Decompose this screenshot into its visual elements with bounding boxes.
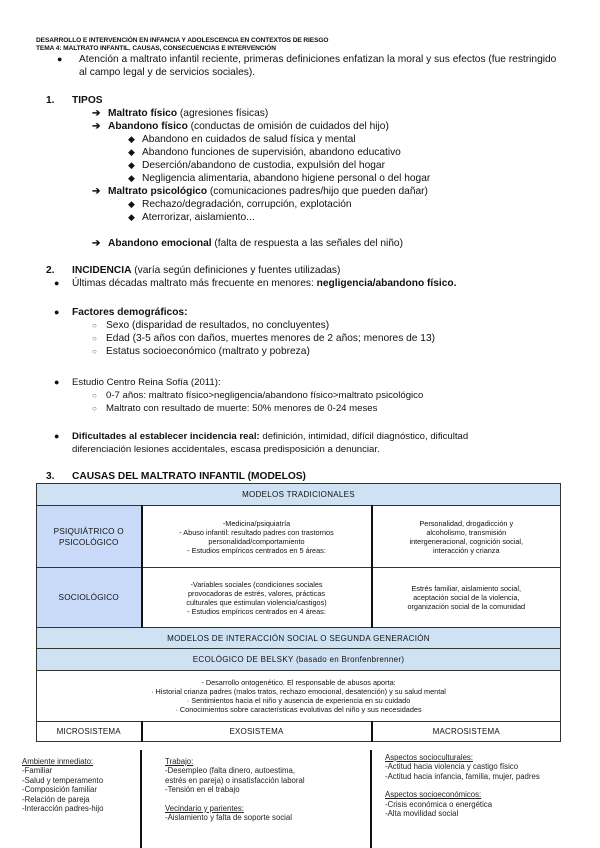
factor-item: ○ Edad (3-5 años con daños, muertes menores de 2 años; menores de 13) <box>92 333 436 344</box>
bullet-icon: ● <box>54 307 60 317</box>
bullet-icon: ● <box>54 377 60 387</box>
column-divider <box>370 750 372 848</box>
arrow-icon: ➔ <box>92 108 101 119</box>
diamond-icon: ◆ <box>128 199 135 209</box>
micro-heading: Ambiente inmediato: <box>22 757 94 766</box>
sub-item: ◆ Negligencia alimentaria, abandono higiene personal o del hogar <box>128 173 431 184</box>
intro-paragraph <box>57 53 562 79</box>
socioculturales-heading: Aspectos socioculturales: <box>385 753 473 762</box>
section-title: TIPOS <box>72 95 103 106</box>
vecindario-heading: Vecindario y parientes: <box>165 803 244 813</box>
psiquiatrico-middle: -Medicina/psiquiatría - Abuso infantil: resultado padres con trastornos personalidad/comportamiento - Estudios empíricos centrados en 5 áreas: <box>142 506 372 568</box>
tipo-item: ➔ Maltrato físico (agresiones físicas) <box>92 108 269 119</box>
dificultades-line: ● Dificultades al establecer incidencia real: definición, intimidad, difícil diagnóstico, dificultad <box>54 431 469 442</box>
bullet-icon: ● <box>54 431 60 441</box>
exosistema-body: Trabajo: -Desempleo (falta dinero, autoestima, estrés en pareja) o insatisfacción laboral -Tensión en el trabajo Vecindario y parientes: -Aislamiento y falta de soporte social <box>165 757 305 823</box>
incidencia-decadas: ● Últimas décadas maltrato más frecuente en menores: negligencia/abandono físico. <box>54 278 457 289</box>
sociologico-right: Estrés familiar, aislamiento social, aceptación social de la violencia, organización social de la comunidad <box>372 568 561 628</box>
circle-bullet-icon: ○ <box>92 334 97 343</box>
belsky-header: ECOLÓGICO DE BELSKY (basado en Bronfenbrenner) <box>37 649 561 671</box>
tipo-item: ➔ Maltrato psicológico (comunicaciones padres/hijo que pueden dañar) <box>92 186 428 197</box>
section-number: 1. <box>46 95 55 106</box>
factores-heading: ● Factores demográficos: <box>54 307 188 318</box>
estudio-item: ○ Maltrato con resultado de muerte: 50% menores de 0-24 meses <box>92 403 378 414</box>
arrow-icon: ➔ <box>92 186 101 197</box>
sub-item: ◆ Abandono funciones de supervisión, abandono educativo <box>128 147 401 158</box>
bullet-icon: ● <box>57 54 63 64</box>
sub-item: ◆ Aterrorizar, aislamiento... <box>128 212 255 223</box>
tipo-item: ➔ Abandono físico (conductas de omisión de cuidados del hijo) <box>92 121 389 132</box>
sociologico-middle: -Variables sociales (condiciones sociales provocadoras de estrés, valores, prácticas culturales que estimulan violencia/castigos) - Estudios empíricos centrados en 4 áreas: <box>142 568 372 628</box>
interaccion-header: MODELOS DE INTERACCIÓN SOCIAL O SEGUNDA GENERACIÓN <box>37 628 561 649</box>
circle-bullet-icon: ○ <box>92 391 97 400</box>
psiquiatrico-label: PSIQUIÁTRICO O PSICOLÓGICO <box>37 506 142 568</box>
sub-item: ◆ Deserción/abandono de custodia, expulsión del hogar <box>128 160 385 171</box>
factor-item: ○ Estatus socioeconómico (maltrato y pobreza) <box>92 346 310 357</box>
macrosistema-body: Aspectos socioculturales: -Actitud hacia violencia y castigo físico -Actitud hacia infancia, familia, mujer, padres Aspectos socioeconómicos: -Crisis económica o energética -Alta movilidad social <box>385 753 540 819</box>
sociologico-label: SOCIOLÓGICO <box>37 568 142 628</box>
page-header <box>36 37 576 53</box>
sub-item: ◆ Abandono en cuidados de salud física y mental <box>128 134 356 145</box>
models-table <box>36 483 561 742</box>
psiquiatrico-right: Personalidad, drogadicción y alcoholismo, transmisión intergeneracional, cognición social, interacción y crianza <box>372 506 561 568</box>
sub-item: ◆ Rechazo/degradación, corrupción, explotación <box>128 199 352 210</box>
circle-bullet-icon: ○ <box>92 347 97 356</box>
diamond-icon: ◆ <box>128 173 135 183</box>
circle-bullet-icon: ○ <box>92 321 97 330</box>
socioeconomicos-heading: Aspectos socioeconómicos: <box>385 790 482 800</box>
microsistema-body: Ambiente inmediato: -Familiar -Salud y temperamento -Composición familiar -Relación de pareja -Interacción padres-hijo <box>22 757 104 814</box>
estudio-heading: ● Estudio Centro Reina Sofía (2011): <box>54 377 221 388</box>
tradicionales-header: MODELOS TRADICIONALES <box>37 484 561 506</box>
diamond-icon: ◆ <box>128 134 135 144</box>
macrosistema-header: MACROSISTEMA <box>372 722 561 742</box>
diamond-icon: ◆ <box>128 147 135 157</box>
microsistema-header: MICROSISTEMA <box>37 722 142 742</box>
course-title: DESARROLLO E INTERVENCIÓN EN INFANCIA Y ADOLESCENCIA EN CONTEXTOS DE RIESGO <box>36 37 329 44</box>
trabajo-heading: Trabajo: <box>165 757 194 766</box>
exosistema-header: EXOSISTEMA <box>142 722 372 742</box>
circle-bullet-icon: ○ <box>92 404 97 413</box>
dificultades-line-2: diferenciación lesiones accidentales, escasa predisposición a denunciar. <box>72 444 380 455</box>
intro-text: Atención a maltrato infantil reciente, primeras definiciones enfatizan la moral y sus efectos (fue restringido al campo legal y de servicios sociales). <box>79 54 557 78</box>
arrow-icon: ➔ <box>92 238 101 249</box>
section-number: 3. <box>46 471 55 482</box>
diamond-icon: ◆ <box>128 212 135 222</box>
factor-item: ○ Sexo (disparidad de resultados, no concluyentes) <box>92 320 330 331</box>
section-title: CAUSAS DEL MALTRATO INFANTIL (MODELOS) <box>72 471 306 482</box>
section-title: INCIDENCIA (varía según definiciones y fuentes utilizadas) <box>72 265 341 276</box>
column-divider <box>140 750 142 848</box>
estudio-item: ○ 0-7 años: maltrato físico>negligencia/abandono físico>maltrato psicológico <box>92 390 424 401</box>
topic-title: TEMA 4: MALTRATO INFANTIL. CAUSAS, CONSECUENCIAS E INTERVENCIÓN <box>36 45 276 52</box>
bullet-icon: ● <box>54 278 60 288</box>
section-number: 2. <box>46 265 55 276</box>
tipo-item: ➔ Abandono emocional (falta de respuesta a las señales del niño) <box>92 238 403 249</box>
arrow-icon: ➔ <box>92 121 101 132</box>
ontogenetico-cell: - Desarrollo ontogenético. El responsable de abusos aporta: · Historial crianza padres (malos tratos, rechazo emocional, desatención) y su salud mental · Sentimientos hacia el niño y ausencia de experiencia en su cuidado · Conocimientos sobre características evolutivas del niño y sus necesidades <box>37 671 561 722</box>
diamond-icon: ◆ <box>128 160 135 170</box>
